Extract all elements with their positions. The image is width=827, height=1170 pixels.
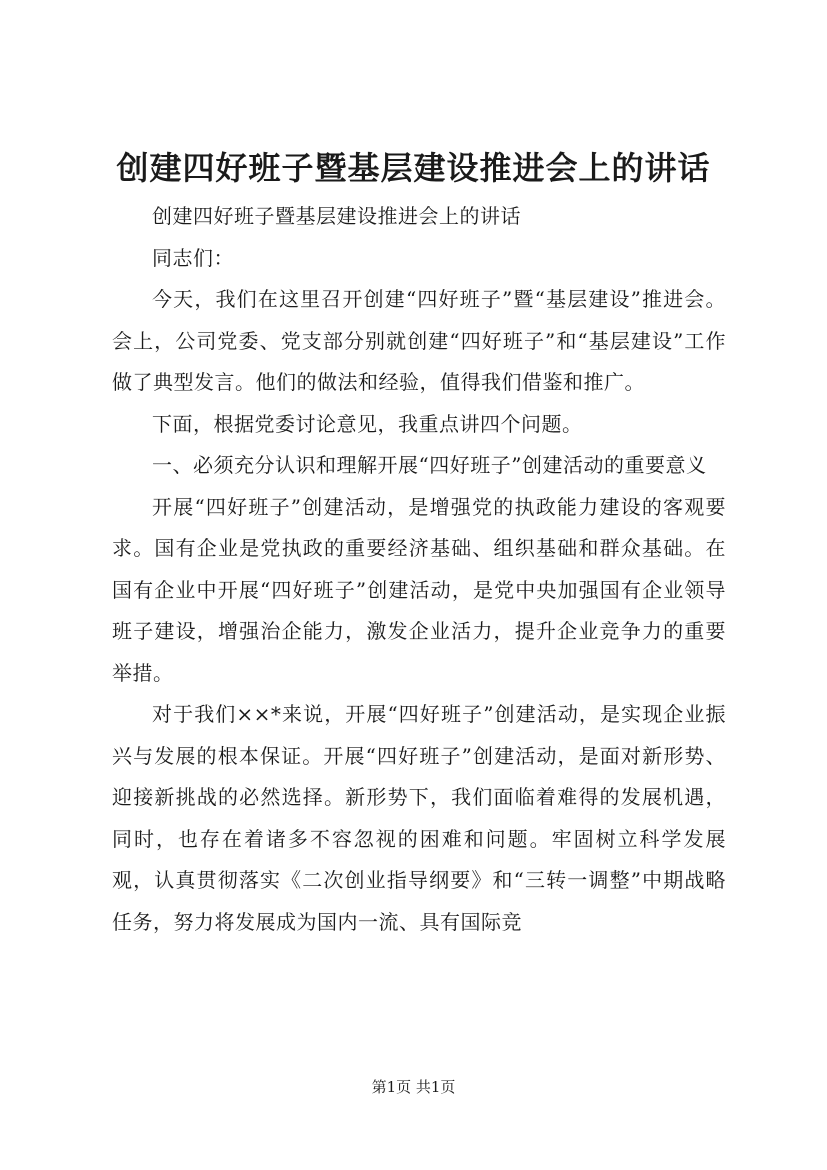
paragraph-outline: 下面，根据党委讨论意见，我重点讲四个问题。: [152, 411, 583, 436]
section-heading-1: 一、必须充分认识和理解开展“四好班子”创建活动的重要意义: [152, 453, 707, 477]
paragraph-section-1-a: 开展“四好班子”创建活动，是增强党的执政能力建设的客观要求。国有企业是党执政的重要经济基础、组织基础和群众基础。在国有企业中开展“四好班子”创建活动，是党中央加强国有企业领导班子建设，增强治企能力，激发企业活力，提升企业竞争力的重要举措。: [112, 494, 726, 685]
document-title: 创建四好班子暨基层建设推进会上的讲话: [116, 149, 711, 187]
page-footer: 第1页 共1页: [371, 1078, 456, 1096]
paragraph-subtitle: 创建四好班子暨基层建设推进会上的讲话: [152, 204, 521, 228]
document-body: [112, 196, 726, 943]
paragraph-salutation: 同志们：: [152, 245, 234, 270]
paragraph-opening: 今天，我们在这里召开创建“四好班子”暨“基层建设”推进会。会上，公司党委、党支部分别就创建“四好班子”和“基层建设”工作做了典型发言。他们的做法和经验，值得我们借鉴和推广。: [112, 287, 726, 394]
paragraph-section-1-b: 对于我们××*来说，开展“四好班子”创建活动，是实现企业振兴与发展的根本保证。开展“四好班子”创建活动，是面对新形势、迎接新挑战的必然选择。新形势下，我们面临着难得的发展机遇，同时，也存在着诸多不容忽视的困难和问题。牢固树立科学发展观，认真贯彻落实《二次创业指导纲要》和“三转一调整”中期战略任务，努力将发展成为国内一流、具有国际竞: [112, 702, 726, 934]
